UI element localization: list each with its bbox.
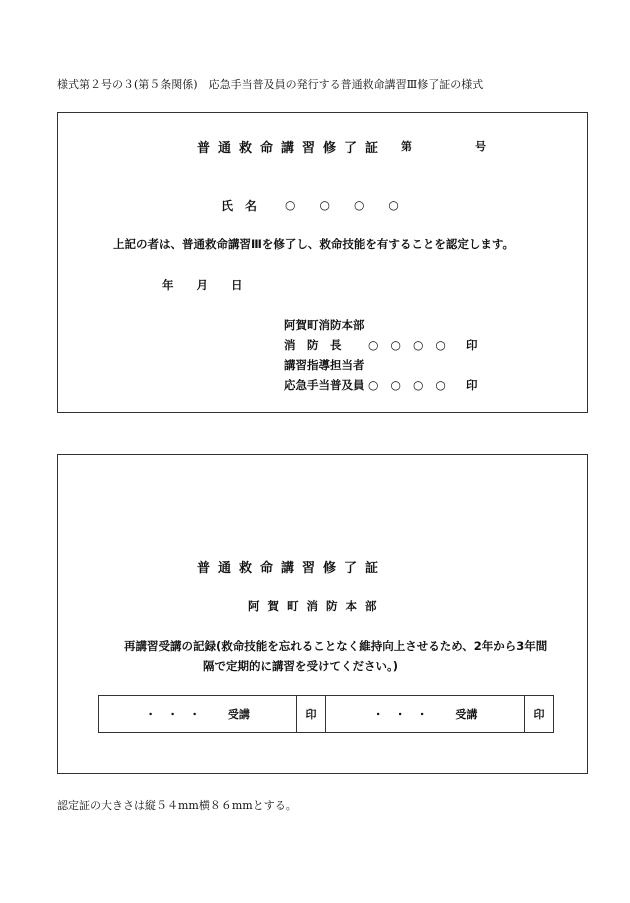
form-caption: 様式第２号の３(第５条関係) 応急手当普及員の発行する普通救命講習Ⅲ修了証の様式 xyxy=(57,78,484,91)
certificate-back xyxy=(57,454,588,774)
retraining-note-line1: 再講習受講の記録(救命技能を忘れることなく維持向上させるため、2年から3年間 xyxy=(124,639,548,653)
record-cell-2 xyxy=(326,696,525,733)
issue-date: 年 月 日 xyxy=(162,278,243,292)
retraining-record-table xyxy=(98,695,554,733)
instructor-name-placeholder: ○ ○ ○ ○ xyxy=(368,378,446,392)
record-attended-1: 受講 xyxy=(227,708,250,721)
certification-statement: 上記の者は、普通救命講習Ⅲを修了し、救命技能を有することを認定します。 xyxy=(113,237,514,251)
back-title: 普通救命講習修了証 xyxy=(197,561,387,576)
name-placeholder: ○ ○ ○ ○ xyxy=(285,198,399,212)
chief-title: 消 防 長 xyxy=(284,338,342,352)
chief-seal: 印 xyxy=(466,338,478,352)
record-date-dots-1: ・ ・ ・ xyxy=(145,708,201,721)
record-seal-1: 印 xyxy=(297,696,326,733)
number-suffix: 号 xyxy=(475,140,486,153)
record-seal-2: 印 xyxy=(525,696,554,733)
size-note: 認定証の大きさは縦５４mm横８６mmとする。 xyxy=(57,799,297,812)
instructor-seal: 印 xyxy=(466,378,478,392)
instructor-title: 応急手当普及員 xyxy=(284,378,365,392)
number-prefix: 第 xyxy=(401,140,412,153)
instructor-heading: 講習指導担当者 xyxy=(284,358,365,372)
chief-name-placeholder: ○ ○ ○ ○ xyxy=(368,338,446,352)
front-title: 普通救命講習修了証 xyxy=(197,141,387,156)
issuer-name: 阿賀町消防本部 xyxy=(284,318,365,332)
name-label: 氏 名 xyxy=(221,199,258,213)
back-issuer: 阿賀町消防本部 xyxy=(248,599,385,613)
record-date-dots-2: ・ ・ ・ xyxy=(372,708,428,721)
certificate-front xyxy=(57,112,588,413)
record-attended-2: 受講 xyxy=(455,708,478,721)
record-cell-1 xyxy=(99,696,297,733)
retraining-note-line2: 隔で定期的に講習を受けてください。) xyxy=(203,659,399,673)
